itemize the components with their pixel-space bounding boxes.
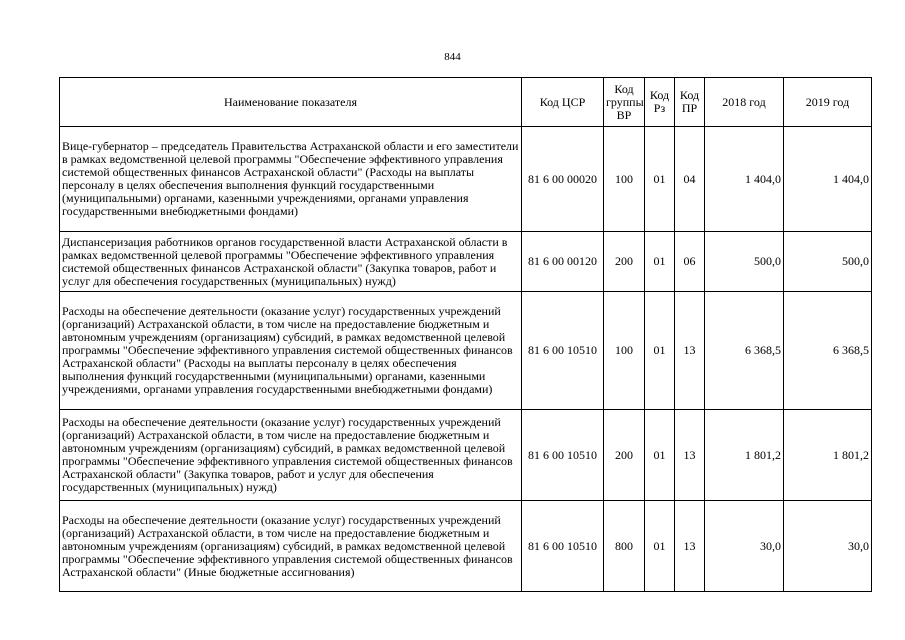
table-row xyxy=(60,501,872,592)
row-rz: 01 xyxy=(645,410,675,501)
page-number: 844 xyxy=(444,51,461,63)
row-2019: 6 368,5 xyxy=(784,292,872,410)
table-row xyxy=(60,292,872,410)
row-vr: 200 xyxy=(604,410,645,501)
row-2019: 1 801,2 xyxy=(784,410,872,501)
row-2019: 30,0 xyxy=(784,501,872,592)
budget-table xyxy=(59,77,872,592)
row-vr: 100 xyxy=(604,127,645,232)
row-2019: 1 404,0 xyxy=(784,127,872,232)
header-vr: Код группы ВР xyxy=(604,78,645,127)
row-pr: 06 xyxy=(675,232,705,292)
row-2018: 6 368,5 xyxy=(705,292,784,410)
row-csr: 81 6 00 00120 xyxy=(522,232,604,292)
row-csr: 81 6 00 10510 xyxy=(522,410,604,501)
row-rz: 01 xyxy=(645,501,675,592)
row-pr: 04 xyxy=(675,127,705,232)
row-2018: 1 801,2 xyxy=(705,410,784,501)
header-rz: Код Рз xyxy=(645,78,675,127)
header-csr: Код ЦСР xyxy=(522,78,604,127)
row-name: Расходы на обеспечение деятельности (оказание услуг) государственных учреждений (организаций) Астраханской области, в том числе на предоставление бюджетным и автономным учреждениям (организациям) субсидий, в рамках ведомственной целевой программы "Обеспечение эффективного управления системой общественных финансов Астраханской области" (Расходы на выплаты персоналу в целях обеспечения выполнения функций государственными (муниципальными) органами, казенными учреждениями, органами управления государственными внебюджетными фондами) xyxy=(60,292,522,410)
row-2018: 30,0 xyxy=(705,501,784,592)
header-pr: Код ПР xyxy=(675,78,705,127)
row-pr: 13 xyxy=(675,410,705,501)
row-name: Диспансеризация работников органов государственной власти Астраханской области в рамках ведомственной целевой программы "Обеспечение эффективного управления системой общественных финансов Астраханской области" (Закупка товаров, работ и услуг для обеспечения государственных (муниципальных) нужд) xyxy=(60,232,522,292)
table-row xyxy=(60,232,872,292)
row-name: Расходы на обеспечение деятельности (оказание услуг) государственных учреждений (организаций) Астраханской области, в том числе на предоставление бюджетным и автономным учреждениям (организациям) субсидий, в рамках ведомственной целевой программы "Обеспечение эффективного управления системой общественных финансов Астраханской области" (Закупка товаров, работ и услуг для обеспечения государственных (муниципальных) нужд) xyxy=(60,410,522,501)
row-name: Вице-губернатор – председатель Правительства Астраханской области и его заместители в рамках ведомственной целевой программы "Обеспечение эффективного управления системой общественных финансов Астраханской области" (Расходы на выплаты персоналу в целях обеспечения выполнения функций государственными (муниципальными) органами, казенными учреждениями, органами управления государственными внебюджетными фондами) xyxy=(60,127,522,232)
row-2018: 500,0 xyxy=(705,232,784,292)
row-vr: 200 xyxy=(604,232,645,292)
row-name: Расходы на обеспечение деятельности (оказание услуг) государственных учреждений (организаций) Астраханской области, в том числе на предоставление бюджетным и автономным учреждениям (организациям) субсидий, в рамках ведомственной целевой программы "Обеспечение эффективного управления системой общественных финансов Астраханской области" (Иные бюджетные ассигнования) xyxy=(60,501,522,592)
row-vr: 800 xyxy=(604,501,645,592)
row-csr: 81 6 00 10510 xyxy=(522,292,604,410)
row-csr: 81 6 00 00020 xyxy=(522,127,604,232)
row-pr: 13 xyxy=(675,501,705,592)
row-rz: 01 xyxy=(645,127,675,232)
table-row xyxy=(60,410,872,501)
header-name: Наименование показателя xyxy=(60,78,522,127)
row-csr: 81 6 00 10510 xyxy=(522,501,604,592)
header-2019: 2019 год xyxy=(784,78,872,127)
row-rz: 01 xyxy=(645,232,675,292)
table-row xyxy=(60,127,872,232)
row-2019: 500,0 xyxy=(784,232,872,292)
row-vr: 100 xyxy=(604,292,645,410)
row-rz: 01 xyxy=(645,292,675,410)
row-pr: 13 xyxy=(675,292,705,410)
row-2018: 1 404,0 xyxy=(705,127,784,232)
header-2018: 2018 год xyxy=(705,78,784,127)
table-header-row xyxy=(60,78,872,127)
